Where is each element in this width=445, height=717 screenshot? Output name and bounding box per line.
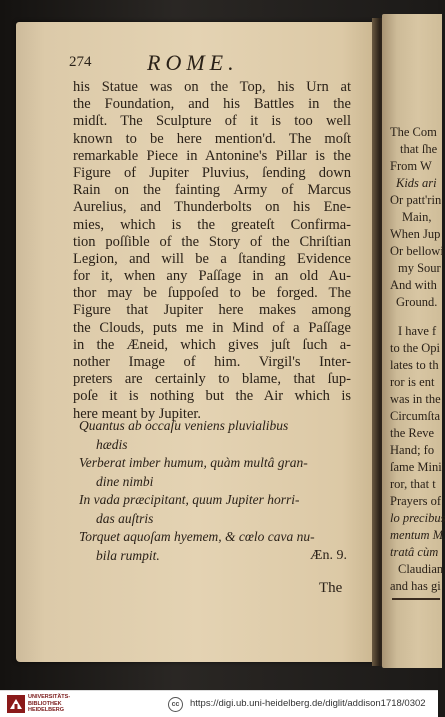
- right-page-line: From W: [390, 159, 432, 173]
- right-page-line: Claudian: [398, 562, 444, 576]
- verse-citation: Æn. 9.: [310, 547, 347, 563]
- text-line: the Foundation, and his Battles in the: [73, 96, 351, 113]
- permalink-url[interactable]: https://digi.ub.uni-heidelberg.de/diglit/addison1718/0302: [190, 698, 426, 709]
- right-page-line: Hand; fo: [390, 443, 435, 457]
- right-page-line: Circumſta: [390, 409, 440, 423]
- verse-line: das auſtris: [96, 510, 154, 526]
- right-page-line: my Sour: [398, 261, 441, 275]
- verse-line: dine nimbi: [96, 473, 154, 489]
- verse-line: In vada præcipitant, quum Jupiter horri-: [79, 492, 300, 507]
- right-page-line: I have f: [398, 324, 437, 338]
- verse-line: bila rumpit.: [96, 547, 160, 563]
- right-page-line: Prayers of: [390, 494, 442, 508]
- right-page: [382, 14, 445, 668]
- text-line: tion poſſible of the Story of the Chriſtian: [73, 233, 351, 250]
- text-line: Legion, and will be a ſtanding Evidence: [73, 250, 351, 267]
- running-head: [69, 50, 349, 78]
- right-page-line: the Reve: [390, 426, 435, 440]
- verse-line: Verberat imber humum, quàm multâ gran-: [79, 455, 308, 470]
- latin-verse-quote: [79, 417, 351, 565]
- catchword: The: [319, 580, 343, 596]
- text-line: the Clouds, puts me in Mind of a Paſſage: [73, 319, 351, 336]
- right-page-line: that ſhe: [400, 142, 438, 156]
- body-text: [73, 79, 351, 423]
- creative-commons-icon[interactable]: cc: [168, 697, 183, 712]
- right-page-line: ror is ent: [390, 375, 435, 389]
- running-title: ROME.: [147, 50, 239, 75]
- page-number: 274: [69, 54, 92, 70]
- text-line: remarkable Piece in Antonine's Pillar is the: [73, 147, 351, 164]
- text-line: Figure of Jupiter Pluvius, ſending down: [73, 164, 351, 181]
- text-line: known to be here mention'd. The moſt: [73, 130, 351, 147]
- viewer-footer: [0, 690, 438, 717]
- text-line: in the Æneid, which gives juſt ſuch a-: [73, 336, 351, 353]
- verse-line-with-citation: [79, 547, 351, 566]
- text-line: his Statue was on the Top, his Urn at: [73, 79, 351, 95]
- text-line: poſe it is nothing but the Air which is: [73, 388, 351, 405]
- right-page-line: Ground.: [396, 295, 438, 309]
- text-line: preters are certainly to blame, that ſup-: [73, 371, 351, 388]
- text-line: Aurelius, and Thunderbolts on his Ene-: [73, 199, 351, 216]
- text-line: here meant by Jupiter.: [73, 405, 202, 422]
- right-page-line: Or patt'rin: [390, 193, 442, 207]
- verse-line: Torquet aquoſam hyemem, & cœlo cava nu-: [79, 529, 315, 544]
- text-line: midſt. The Sculpture of it is too well: [73, 113, 351, 130]
- text-line: thor may be ſuppoſed to be forged. The: [73, 285, 351, 302]
- right-page-line: And with: [390, 278, 437, 292]
- right-page-line: mentum M: [390, 528, 444, 542]
- right-page-line: lo precibus: [390, 511, 445, 525]
- right-page-line: ror, that t: [390, 477, 436, 491]
- text-line: nother Image of him. Virgil's Inter-: [73, 354, 351, 370]
- library-name: UNIVERSITÄTS- BIBLIOTHEK HEIDELBERG: [28, 694, 71, 713]
- right-page-line: lates to th: [390, 358, 439, 372]
- right-page-line: Kids ari: [396, 176, 437, 190]
- verse-line: hædis: [96, 436, 128, 452]
- right-page-line: Main,: [402, 210, 432, 224]
- right-page-rule: [392, 598, 440, 600]
- verse-line: Quantus ab occaſu veniens pluvialibus: [79, 418, 289, 433]
- university-library-logo-icon: [6, 694, 26, 714]
- right-page-line: When Jup: [390, 227, 441, 241]
- right-page-line: was in the: [390, 392, 441, 406]
- right-page-line: to the Opi: [390, 341, 440, 355]
- right-page-line: The Com: [390, 125, 437, 139]
- right-page-line: and has gi: [390, 579, 441, 593]
- text-line: for it, when any Paſſage in an old Au-: [73, 268, 351, 285]
- right-page-line: tratâ cùm: [390, 545, 439, 559]
- text-line: Figure that Jupiter here makes among: [73, 302, 351, 319]
- right-page-line: Or bellowi: [390, 244, 444, 258]
- text-line: Rain on the fainting Army of Marcus: [73, 182, 351, 199]
- text-line: mies, which is the greateſt Confirma-: [73, 216, 351, 233]
- right-page-line: ſame Mini: [390, 460, 442, 474]
